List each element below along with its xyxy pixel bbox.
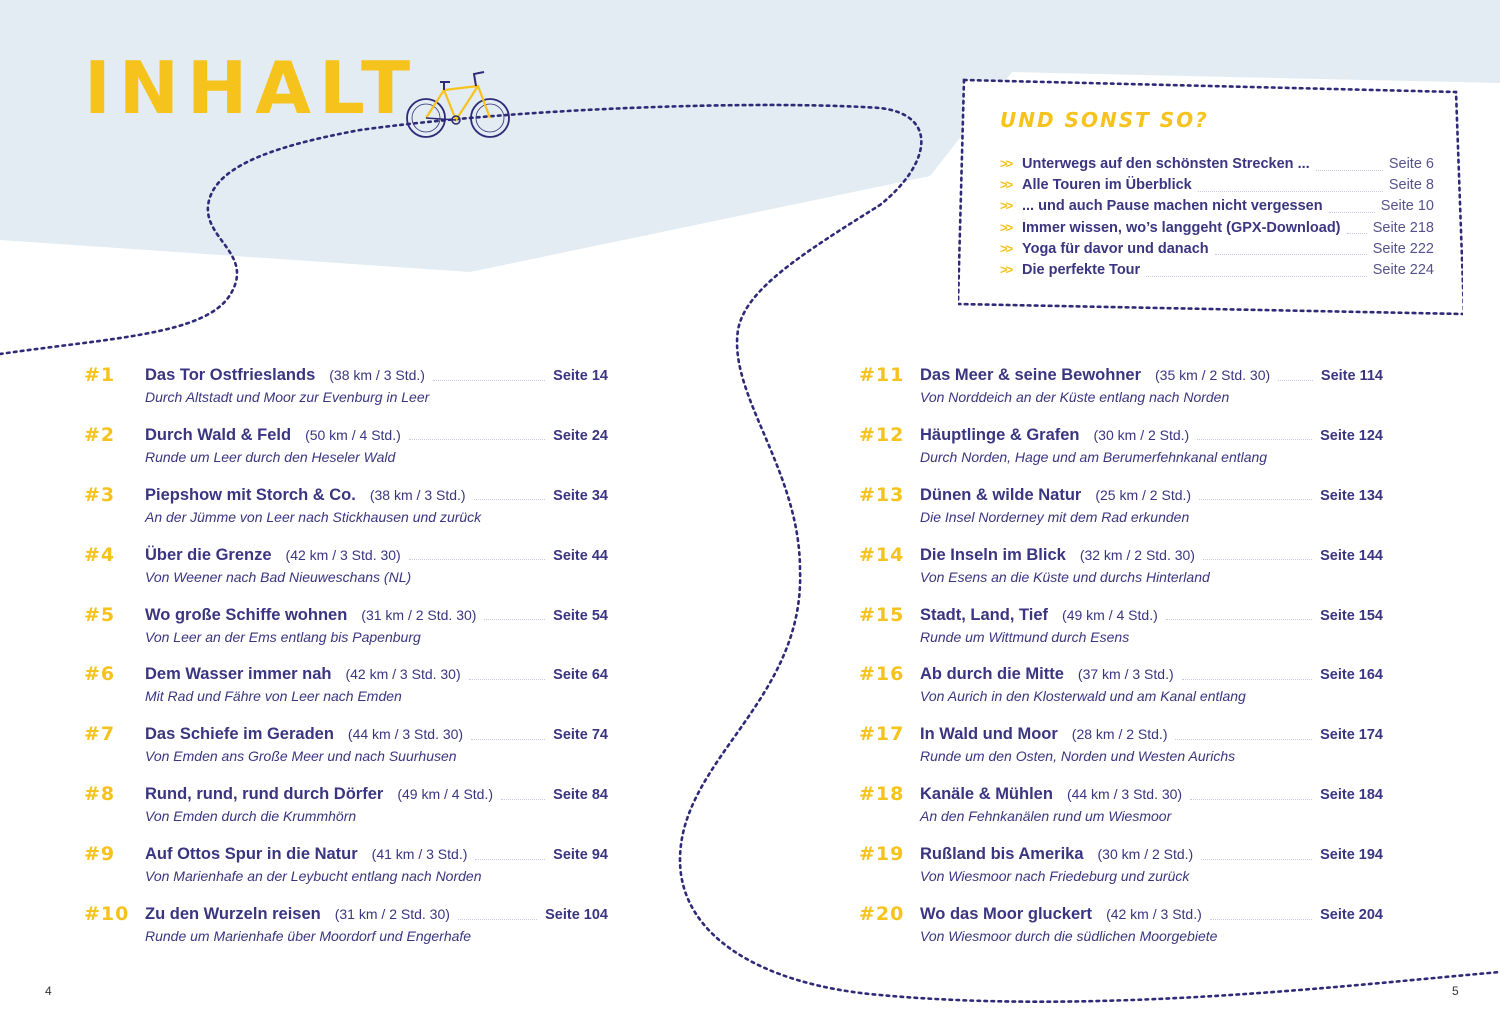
dotted-leader: [484, 618, 545, 620]
tour-distance: (25 km / 2 Std.): [1095, 486, 1192, 503]
tour-distance: (44 km / 3 Std. 30): [1066, 786, 1183, 803]
page-number-right: 5: [1452, 984, 1459, 998]
tour-title: Das Meer & seine Bewohner: [920, 366, 1141, 384]
tour-page: Seite 194: [1320, 847, 1383, 864]
tour-page: Seite 14: [553, 368, 608, 384]
tour-number: #17: [859, 723, 905, 746]
page-number-left: 4: [45, 984, 52, 998]
tour-title: Wo das Moor gluckert: [920, 905, 1093, 924]
tour-subtitle: Von Weener nach Bad Nieuweschans (NL): [145, 568, 412, 585]
tour-number: #5: [84, 603, 116, 626]
tour-distance: (31 km / 2 Std. 30): [361, 606, 477, 623]
tour-title: Über die Grenze: [145, 545, 272, 564]
sidebar-box: [958, 78, 1463, 316]
tour-page: Seite 154: [1320, 607, 1383, 624]
tour-number: #12: [859, 423, 905, 446]
tour-distance: (37 km / 3 Std.): [1077, 666, 1174, 683]
tour-number: #14: [859, 543, 905, 566]
tour-title: Stadt, Land, Tief: [920, 605, 1049, 624]
tour-entry[interactable]: [84, 663, 608, 723]
sidebar-item[interactable]: [1000, 198, 1434, 219]
tour-page: Seite 74: [553, 727, 608, 744]
tour-page: Seite 94: [553, 847, 608, 864]
bicycle-icon: [404, 68, 514, 143]
dotted-leader: [409, 558, 545, 560]
tour-page: Seite 64: [553, 667, 608, 684]
dotted-leader: [1198, 190, 1383, 192]
dotted-leader: [1316, 169, 1383, 171]
sidebar-item-page: Seite 8: [1388, 177, 1434, 194]
dotted-leader: [1146, 275, 1367, 277]
dotted-leader: [475, 858, 545, 860]
tour-title: In Wald und Moor: [920, 725, 1058, 744]
tour-subtitle: Von Aurich in den Klosterwald und am Kanal entlang: [920, 688, 1246, 705]
dotted-leader: [474, 498, 546, 500]
sidebar-item-page: Seite 224: [1372, 261, 1434, 278]
tour-number: #4: [84, 543, 116, 566]
tour-number: #18: [859, 783, 905, 806]
tour-title: Zu den Wurzeln reisen: [145, 905, 321, 924]
tour-page: Seite 204: [1320, 907, 1383, 924]
tour-subtitle: Runde um Wittmund durch Esens: [920, 628, 1130, 645]
tour-entry[interactable]: [84, 484, 608, 544]
tour-subtitle: Mit Rad und Fähre von Leer nach Emden: [145, 688, 402, 705]
dotted-leader: [1182, 678, 1312, 680]
tour-subtitle: Die Insel Norderney mit dem Rad erkunden: [920, 508, 1190, 525]
tour-title: Die Inseln im Blick: [920, 545, 1066, 564]
dotted-leader: [1278, 379, 1313, 381]
tour-page: Seite 34: [553, 487, 608, 504]
tour-distance: (31 km / 2 Std. 30): [334, 906, 450, 923]
tour-page: Seite 114: [1320, 368, 1383, 384]
tour-subtitle: Runde um Leer durch den Heseler Wald: [145, 448, 396, 465]
dotted-leader: [1197, 438, 1312, 440]
tour-number: #9: [84, 843, 116, 866]
tour-entry[interactable]: [859, 783, 1383, 843]
tour-number: #6: [84, 663, 116, 686]
tour-subtitle: Runde um Marienhafe über Moordorf und Engerhafe: [145, 928, 472, 945]
tour-page: Seite 164: [1320, 667, 1383, 684]
tour-number: #13: [859, 483, 905, 506]
tour-distance: (42 km / 3 Std. 30): [345, 666, 461, 683]
tour-subtitle: Von Marienhafe an der Leybucht entlang nach Norden: [145, 868, 482, 885]
dotted-leader: [471, 738, 545, 740]
dotted-leader: [1175, 738, 1312, 740]
tour-distance: (32 km / 2 Std. 30): [1079, 546, 1195, 563]
tour-entry[interactable]: [84, 364, 608, 424]
tour-distance: (28 km / 2 Std.): [1071, 726, 1168, 743]
dotted-leader: [1203, 558, 1312, 560]
tour-distance: (38 km / 3 Std.): [329, 367, 425, 383]
tour-number: #2: [84, 423, 116, 446]
tour-number: #10: [84, 903, 130, 926]
sidebar-item-page: Seite 218: [1372, 219, 1434, 236]
tour-entry[interactable]: [859, 364, 1383, 424]
tour-entry[interactable]: [84, 843, 608, 903]
tour-entry[interactable]: [859, 903, 1383, 963]
tour-page: Seite 174: [1320, 727, 1383, 744]
dotted-leader: [433, 379, 545, 381]
tour-page: Seite 124: [1320, 427, 1383, 444]
page-title: INHALT: [84, 46, 419, 130]
tour-title: Dünen & wilde Natur: [920, 485, 1082, 504]
double-chevron-icon: >>: [1000, 261, 1012, 277]
tour-number: #1: [84, 364, 116, 386]
tour-number: #20: [859, 903, 905, 926]
dotted-leader: [1215, 253, 1367, 255]
sidebar-item[interactable]: [1000, 241, 1434, 262]
sidebar-item-label: Immer wissen, wo’s langgeht (GPX-Download): [1022, 219, 1341, 236]
tour-subtitle: Von Wiesmoor durch die südlichen Moorgebiete: [920, 928, 1218, 945]
sidebar-item-page: Seite 10: [1380, 198, 1434, 215]
tour-entry[interactable]: [84, 424, 608, 484]
tour-title: Durch Wald & Feld: [145, 425, 292, 444]
dotted-leader: [409, 438, 545, 440]
tour-subtitle: Von Emden ans Große Meer und nach Suurhusen: [145, 748, 457, 765]
tour-page: Seite 44: [553, 547, 608, 564]
sidebar-item[interactable]: [1000, 177, 1434, 198]
tour-entry[interactable]: [84, 604, 608, 664]
tour-title: Dem Wasser immer nah: [145, 665, 332, 684]
tour-distance: (41 km / 3 Std.): [371, 846, 468, 863]
tour-entry[interactable]: [859, 663, 1383, 723]
dotted-leader: [1201, 858, 1312, 860]
tour-number: #16: [859, 663, 905, 686]
tour-entry[interactable]: [84, 783, 608, 843]
sidebar-list: [1000, 156, 1434, 283]
sidebar-item-label: Yoga für davor und danach: [1022, 240, 1209, 257]
tour-distance: (42 km / 3 Std.): [1106, 906, 1202, 923]
tour-page: Seite 54: [553, 607, 608, 624]
dotted-leader: [1347, 232, 1367, 234]
tour-subtitle: An den Fehnkanälen rund um Wiesmoor: [920, 808, 1172, 825]
tour-entry[interactable]: [84, 544, 608, 604]
tour-distance: (50 km / 4 Std.): [305, 426, 401, 443]
tour-distance: (42 km / 3 Std. 30): [285, 546, 401, 563]
tour-page: Seite 24: [553, 427, 608, 444]
sidebar-item-page: Seite 222: [1372, 240, 1434, 257]
tour-list-right: [859, 364, 1383, 963]
sidebar-item[interactable]: [1000, 220, 1434, 241]
tour-distance: (49 km / 4 Std.): [397, 786, 494, 803]
sidebar-item-label: Alle Touren im Überblick: [1022, 177, 1192, 194]
tour-entry[interactable]: [84, 903, 608, 963]
tour-title: Wo große Schiffe wohnen: [145, 605, 348, 624]
tour-distance: (44 km / 3 Std. 30): [347, 726, 464, 743]
tour-page: Seite 184: [1320, 787, 1383, 804]
tour-entry[interactable]: [859, 843, 1383, 903]
double-chevron-icon: >>: [1000, 219, 1012, 235]
tour-entry[interactable]: [859, 723, 1383, 783]
tour-number: #3: [84, 483, 116, 506]
tour-title: Piepshow mit Storch & Co.: [145, 485, 356, 504]
dotted-leader: [1329, 211, 1375, 213]
tour-title: Kanäle & Mühlen: [920, 785, 1053, 804]
tour-distance: (30 km / 2 Std.): [1097, 846, 1194, 863]
tour-title: Das Tor Ostfrieslands: [145, 366, 316, 384]
sidebar-item-label: Die perfekte Tour: [1022, 261, 1141, 278]
tour-distance: (38 km / 3 Std.): [369, 486, 466, 503]
tour-title: Auf Ottos Spur in die Natur: [145, 845, 358, 864]
dotted-leader: [501, 798, 545, 800]
tour-distance: (35 km / 2 Std. 30): [1155, 367, 1271, 383]
tour-title: Rußland bis Amerika: [920, 845, 1084, 864]
tour-number: #7: [84, 723, 116, 746]
tour-subtitle: Durch Altstadt und Moor zur Evenburg in Leer: [145, 389, 430, 405]
tour-distance: (49 km / 4 Std.): [1062, 606, 1158, 623]
tour-subtitle: Von Wiesmoor nach Friedeburg und zurück: [920, 868, 1190, 885]
double-chevron-icon: >>: [1000, 177, 1012, 193]
dotted-leader: [1199, 498, 1312, 500]
dotted-leader: [1210, 918, 1312, 920]
tour-title: Ab durch die Mitte: [920, 665, 1064, 684]
tour-page: Seite 134: [1320, 487, 1383, 504]
tour-subtitle: An der Jümme von Leer nach Stickhausen und zurück: [145, 508, 482, 525]
sidebar-item[interactable]: [1000, 262, 1434, 283]
tour-subtitle: Von Esens an die Küste und durchs Hinterland: [920, 568, 1210, 585]
sidebar-heading: UND SONST SO?: [1000, 108, 1209, 132]
dotted-leader: [1190, 798, 1312, 800]
tour-page: Seite 144: [1320, 547, 1383, 564]
tour-entry[interactable]: [859, 484, 1383, 544]
tour-entry[interactable]: [84, 723, 608, 783]
tour-page: Seite 104: [545, 907, 608, 924]
double-chevron-icon: >>: [1000, 198, 1012, 214]
tour-subtitle: Von Norddeich an der Küste entlang nach Norden: [920, 389, 1230, 405]
tour-entry[interactable]: [859, 604, 1383, 664]
tour-number: #19: [859, 843, 905, 866]
sidebar-item-label: Unterwegs auf den schönsten Strecken ...: [1022, 156, 1310, 172]
tour-number: #15: [859, 603, 905, 626]
tour-title: Das Schiefe im Geraden: [145, 725, 334, 744]
tour-distance: (30 km / 2 Std.): [1093, 426, 1190, 443]
tour-entry[interactable]: [859, 424, 1383, 484]
dotted-leader: [1166, 618, 1312, 620]
sidebar-item[interactable]: [1000, 156, 1434, 177]
tour-list-left: [84, 364, 608, 963]
tour-entry[interactable]: [859, 544, 1383, 604]
sidebar-item-page: Seite 6: [1388, 156, 1434, 172]
tour-subtitle: Von Leer an der Ems entlang bis Papenburg: [145, 628, 421, 645]
sidebar-item-label: ... und auch Pause machen nicht vergessen: [1022, 198, 1323, 215]
dotted-leader: [458, 918, 537, 920]
tour-title: Häuptlinge & Grafen: [920, 425, 1080, 444]
double-chevron-icon: >>: [1000, 240, 1012, 256]
tour-number: #11: [859, 364, 905, 386]
tour-page: Seite 84: [553, 787, 608, 804]
tour-subtitle: Runde um den Osten, Norden und Westen Aurichs: [920, 748, 1236, 765]
double-chevron-icon: >>: [1000, 156, 1012, 171]
tour-subtitle: Durch Norden, Hage und am Berumerfehnkanal entlang: [920, 448, 1268, 465]
tour-number: #8: [84, 783, 116, 806]
dotted-leader: [469, 678, 546, 680]
tour-subtitle: Von Emden durch die Krummhörn: [145, 808, 357, 825]
tour-title: Rund, rund, rund durch Dörfer: [145, 785, 384, 804]
